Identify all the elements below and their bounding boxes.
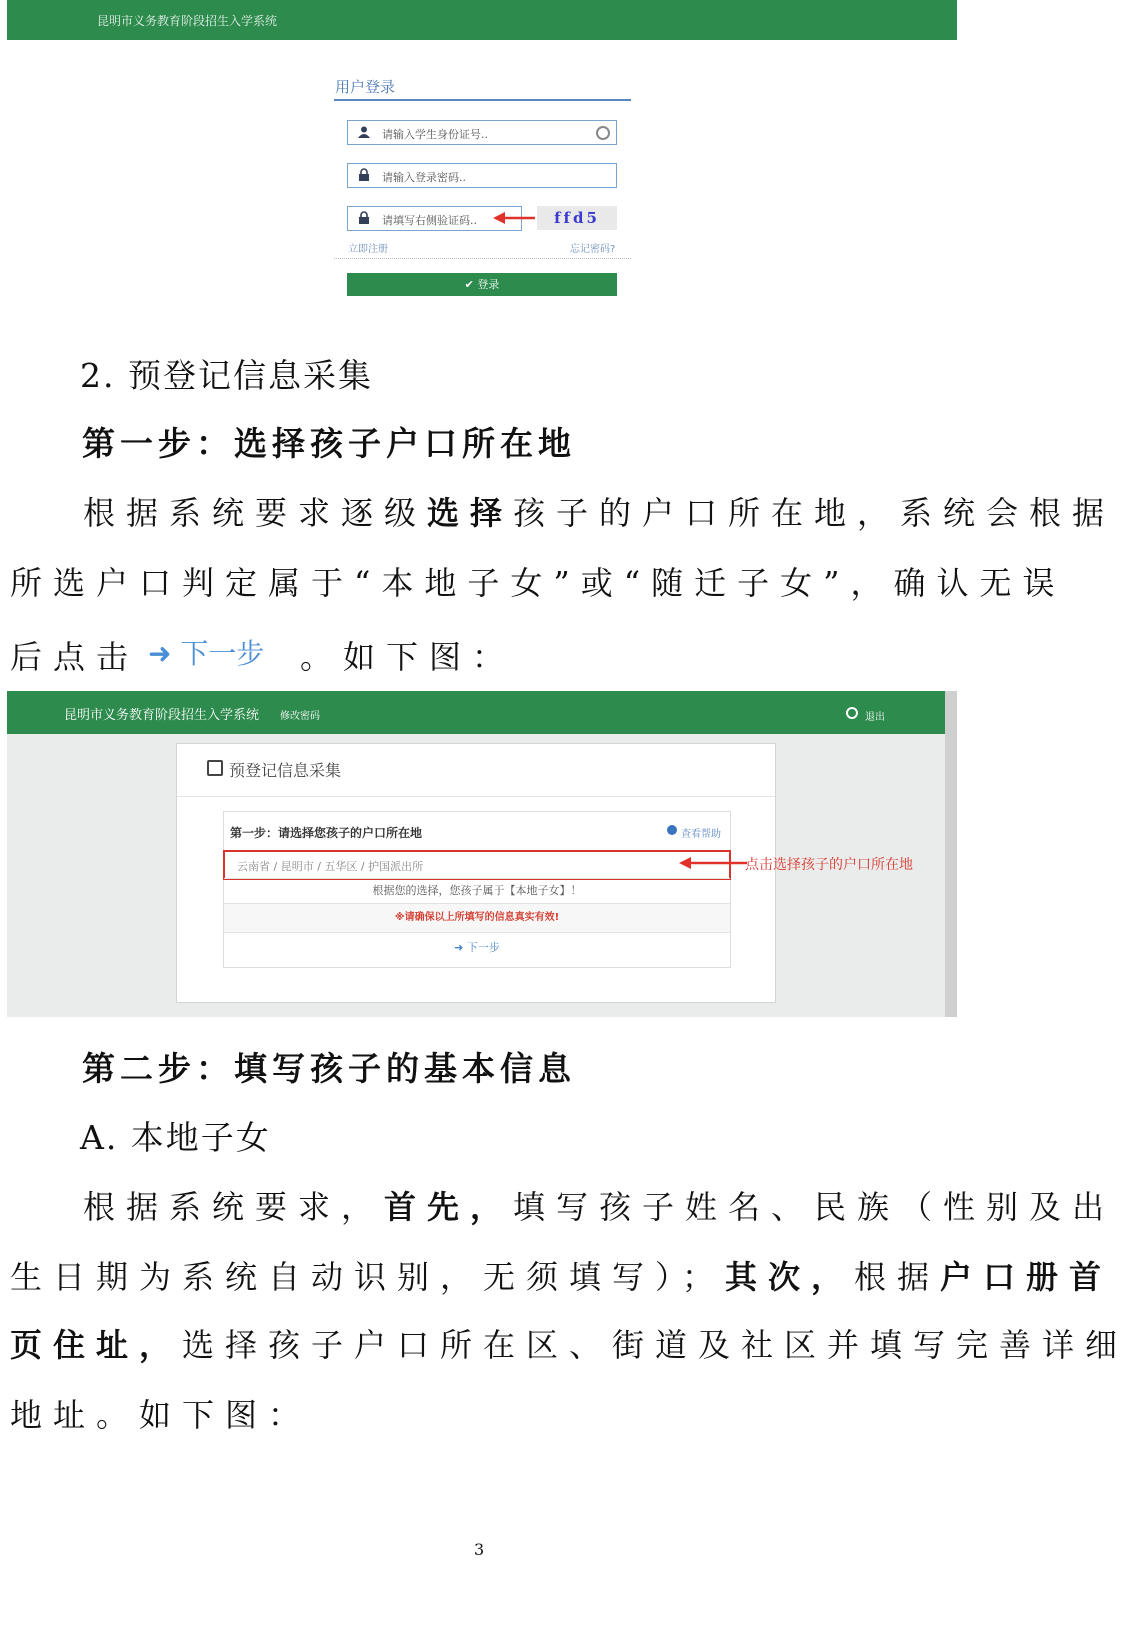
location-breadcrumb: 云南省 / 昆明市 / 五华区 / 护国派出所: [237, 860, 424, 873]
household-location-select[interactable]: [223, 850, 731, 880]
next-step-button[interactable]: [224, 932, 730, 967]
login-header-bar: [7, 0, 957, 40]
text-run: 生日期为系统自动识别，无须填写）；: [10, 1258, 726, 1296]
paragraph1-line3-start: 后点击: [10, 638, 140, 676]
inline-next-step-icon: [148, 632, 264, 672]
paragraph2-line4: 地址。如下图：: [10, 1396, 312, 1434]
step1-heading: 第一步：选择孩子户口所在地: [82, 424, 576, 463]
card-title: 预登记信息采集: [229, 761, 342, 780]
paragraph1-line2: 所选户口判定属于“本地子女”或“随迁子女”，确认无误: [10, 564, 1066, 602]
text-run: 选择孩子户口所在区、街道及社区并填写完善详细: [182, 1326, 1128, 1364]
login-button[interactable]: [347, 273, 617, 296]
next-step-label: 下一步: [466, 941, 500, 954]
paragraph2-line2: [10, 1252, 1112, 1298]
section-heading: 2. 预登记信息采集: [80, 356, 373, 395]
text-run: 根据: [854, 1258, 941, 1296]
prereg-card: [176, 743, 776, 1003]
change-password-link[interactable]: 修改密码: [280, 711, 320, 722]
student-id-field[interactable]: [347, 120, 617, 145]
result-text: 根据您的选择，您孩子属于【本地子女】！: [224, 878, 730, 903]
lock-icon: [358, 169, 370, 181]
student-id-placeholder: 请输入学生身份证号..: [382, 128, 488, 141]
divider: [334, 258, 631, 259]
clear-icon[interactable]: [596, 126, 610, 140]
red-arrow-icon: [679, 856, 747, 870]
register-link[interactable]: 立即注册: [348, 244, 388, 255]
bold-run: 其次，: [725, 1258, 855, 1296]
text-run: 填写孩子姓名、民族（性别及出: [513, 1188, 1116, 1226]
login-button-label: 登录: [477, 278, 500, 291]
captcha-placeholder: 请填写右侧验证码..: [382, 214, 477, 227]
text-run: 根据系统要求逐级: [83, 494, 428, 532]
warning-text: ※请确保以上所填写的信息真实有效!: [224, 903, 730, 932]
edit-icon: [207, 760, 223, 776]
help-icon: [667, 825, 677, 835]
logout-link[interactable]: 退出: [865, 712, 885, 723]
bold-run: 选择: [427, 494, 514, 532]
bold-run: 户口册首: [940, 1258, 1113, 1296]
step2-heading: 第二步：填写孩子的基本信息: [82, 1049, 576, 1088]
login-section-title: 用户登录: [335, 78, 396, 96]
login-screenshot: [7, 0, 957, 315]
prereg-screenshot: [7, 691, 957, 1017]
paragraph2-line1: [83, 1182, 1115, 1228]
red-arrow-icon: [493, 211, 535, 225]
password-field[interactable]: [347, 163, 617, 188]
login-title-underline: [334, 99, 631, 101]
user-icon: [358, 126, 370, 138]
arrow-right-icon: ➜: [148, 637, 181, 670]
text-run: 根据系统要求，: [83, 1188, 385, 1226]
divider: [177, 796, 775, 797]
prereg-header-bar: [7, 691, 945, 734]
power-icon: [846, 707, 858, 719]
forgot-password-link[interactable]: 忘记密码?: [570, 244, 616, 255]
system-title: 昆明市义务教育阶段招生入学系统: [97, 14, 278, 28]
step-label: 第一步：请选择您孩子的户口所在地: [230, 826, 423, 840]
step-panel: [223, 811, 731, 968]
help-link[interactable]: 查看帮助: [681, 829, 721, 840]
bold-run: 首先，: [384, 1188, 514, 1226]
arrow-right-icon: ➜: [454, 941, 467, 954]
paragraph1-line3-end: 。如下图：: [300, 638, 516, 676]
bold-run: 页住址，: [10, 1326, 183, 1364]
system-title: 昆明市义务教育阶段招生入学系统: [64, 708, 260, 723]
password-placeholder: 请输入登录密码..: [382, 171, 466, 184]
captcha-image[interactable]: ffd5: [537, 206, 617, 230]
page-number: 3: [474, 1540, 485, 1559]
paragraph1-line1: [83, 488, 1115, 534]
lock-icon: [358, 212, 370, 224]
check-icon: ✔: [464, 278, 478, 291]
annotation-text: 点击选择孩子的户口所在地: [745, 857, 913, 873]
subheading-local-children: A. 本地子女: [80, 1118, 271, 1157]
text-run: 孩子的户口所在地，系统会根据: [513, 494, 1116, 532]
scrollbar[interactable]: [945, 691, 957, 1017]
next-step-label: 下一步: [180, 637, 265, 670]
paragraph2-line3: [10, 1320, 1128, 1366]
